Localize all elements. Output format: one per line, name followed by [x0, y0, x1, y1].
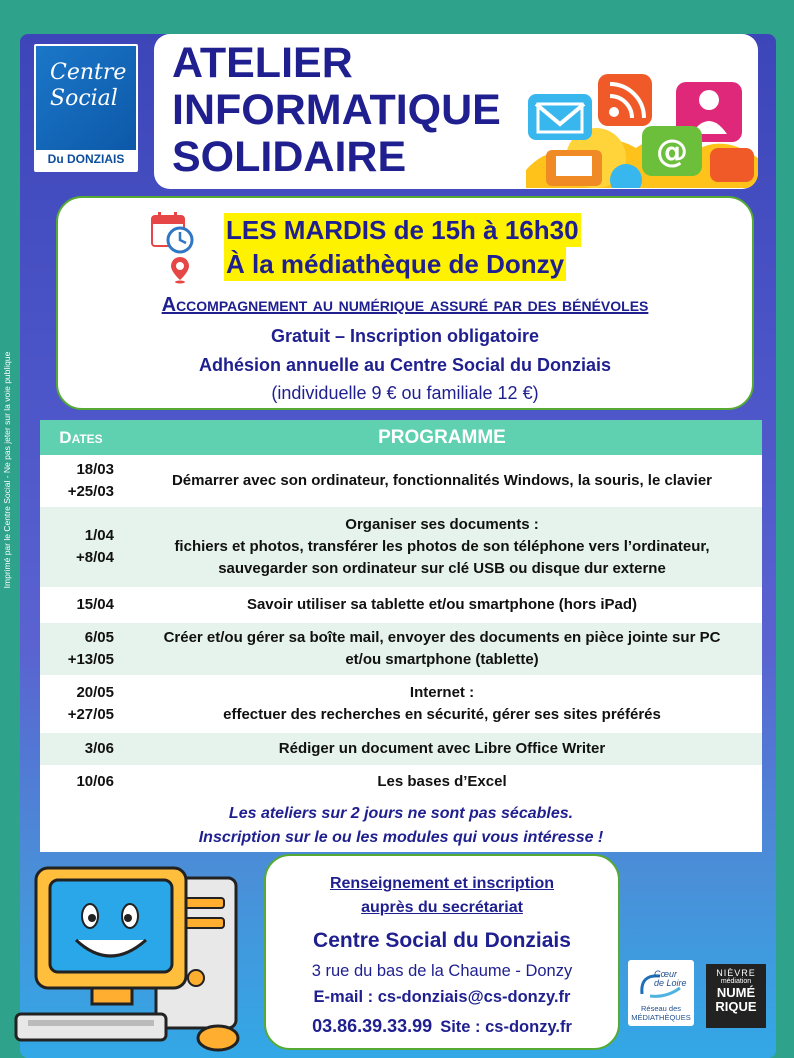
- row-dates: 6/05 +13/05: [40, 622, 122, 676]
- membership-text: Adhésion annuelle au Centre Social du Donziais: [198, 355, 612, 375]
- accompaniment-text: Accompagnement au numérique assuré par des bénévoles: [161, 294, 649, 316]
- schedule-day-time: LES MARDIS de 15h à 16h30: [226, 215, 579, 245]
- table-row: [40, 766, 762, 798]
- contact-name: Centre Social du Donziais: [313, 929, 571, 952]
- calendar-clock-icon: [150, 210, 194, 254]
- row-dates: 3/06: [40, 732, 122, 766]
- location-pin-icon: [170, 256, 190, 284]
- row-dates: 20/05 +27/05: [40, 676, 122, 732]
- contact-site[interactable]: Site : cs-donzy.fr: [440, 1018, 572, 1036]
- coeur-de-loire-logo: [628, 960, 694, 1026]
- table-row: [40, 732, 762, 766]
- event-info-box: [56, 196, 754, 410]
- row-dates: 15/04: [40, 588, 122, 622]
- video-icon: [710, 148, 754, 182]
- row-program: Démarrer avec son ordinateur, fonctionnalités Windows, la souris, le clavier: [122, 456, 762, 506]
- table-notes-row: [40, 798, 762, 852]
- table-row: [40, 506, 762, 588]
- coeur-logo-subtitle: Réseau des MÉDIATHÈQUES: [631, 1004, 691, 1022]
- schedule-location: À la médiathèque de Donzy: [226, 249, 565, 279]
- row-program: Rédiger un document avec Libre Office Writer: [122, 732, 762, 766]
- table-row: [40, 456, 762, 506]
- contact-phone-site: [266, 1014, 618, 1039]
- row-program: Internet : effectuer des recherches en sécurité, gérer ses sites préférés: [122, 676, 762, 732]
- title-line2: INFORMATIQUE: [172, 86, 501, 134]
- nievre-mediation-numerique-logo: NIÈVRE médiation NUMÉ RIQUE: [706, 964, 766, 1028]
- logo-line1: Centre: [50, 60, 127, 85]
- logo-line2: Social: [50, 86, 118, 111]
- contact-box: [264, 854, 620, 1050]
- row-program: Les bases d’Excel: [122, 766, 762, 798]
- row-program: Savoir utiliser sa tablette et/ou smartphone (hors iPad): [122, 588, 762, 622]
- coeur-logo-title: Cœur de Loire: [654, 969, 687, 988]
- table-notes: Les ateliers sur 2 jours ne sont pas sécables. Inscription sur le ou les modules qui vous intéresse !: [40, 798, 762, 852]
- contact-phone[interactable]: 03.86.39.33.99: [312, 1016, 433, 1036]
- logo-blue-block: [36, 46, 136, 150]
- smiling-computer-illustration: [6, 848, 264, 1058]
- row-dates: 18/03 +25/03: [40, 456, 122, 506]
- contact-email[interactable]: E-mail : cs-donziais@cs-donzy.fr: [313, 988, 571, 1006]
- table-row: [40, 676, 762, 732]
- table-header-row: [40, 420, 762, 456]
- svg-text:@: @: [656, 132, 688, 170]
- program-table: [40, 420, 762, 852]
- row-dates: 10/06: [40, 766, 122, 798]
- row-dates: 1/04 +8/04: [40, 506, 122, 588]
- page-title: [172, 40, 501, 181]
- title-line3: SOLIDAIRE: [172, 133, 407, 181]
- logo-bottom-text: Du DONZIAIS: [47, 152, 125, 166]
- social-icons-cluster: [526, 38, 758, 188]
- header-dates: Dates: [40, 420, 122, 456]
- title-box: [154, 34, 758, 189]
- contact-heading: Renseignement et inscription auprès du secrétariat: [329, 875, 555, 916]
- table-row: [40, 622, 762, 676]
- contact-address: 3 rue du bas de la Chaume - Donzy: [311, 962, 573, 980]
- schedule-block: [224, 213, 581, 281]
- free-registration-text: Gratuit – Inscription obligatoire: [270, 326, 540, 346]
- side-notice: Imprimé par le Centre Social - Ne pas jeter sur la voie publique: [2, 351, 12, 589]
- row-program: Créer et/ou gérer sa boîte mail, envoyer des documents en pièce jointe sur PC et/ou smartphone (tablette): [122, 622, 762, 676]
- row-program: Organiser ses documents : fichiers et photos, transférer les photos de son téléphone vers l’ordinateur, sauvegarder son ordinateur sur clé USB ou disque dur externe: [122, 506, 762, 588]
- centre-social-logo: [34, 44, 138, 172]
- table-row: [40, 588, 762, 622]
- header-program: PROGRAMME: [122, 420, 762, 456]
- title-line1: ATELIER: [172, 39, 353, 87]
- price-text: (individuelle 9 € ou familiale 12 €): [271, 383, 539, 403]
